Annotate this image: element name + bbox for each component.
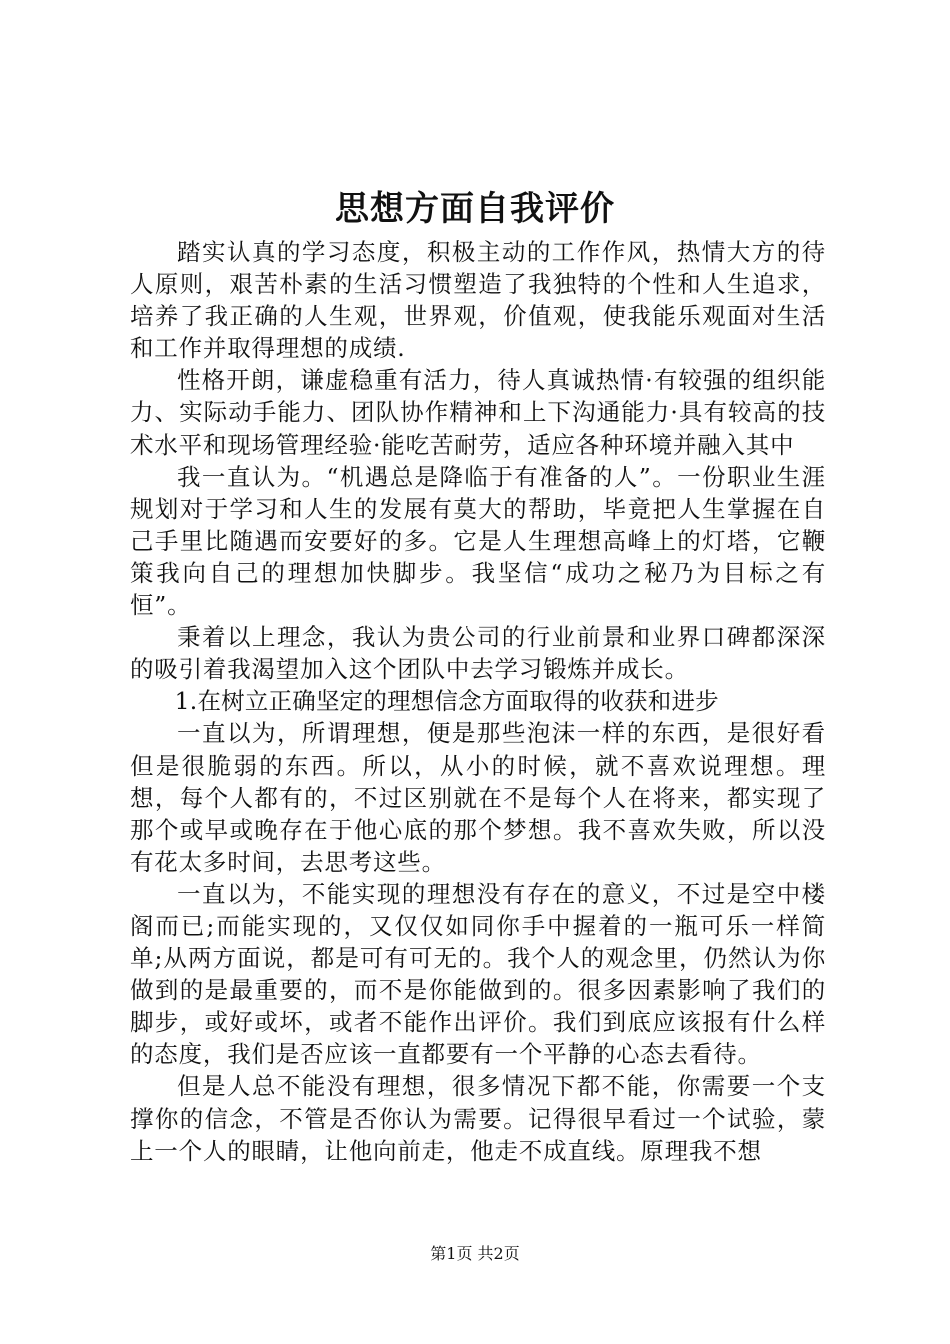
paragraph-ideals-fragile: 一直以为，所谓理想，便是那些泡沫一样的东西，是很好看但是很脆弱的东西。所以，从小的时候，就不喜欢说理想。理想，每个人都有的，不过区别就在不是每个人在将来，都实现了那个或早或晚存在于他心底的那个梦想。我不喜欢失败，所以没有花太多时间，去思考这些。 (130, 719, 826, 876)
document-title: 思想方面自我评价 (335, 189, 615, 229)
page-number-footer: 第1页 共2页 (430, 1244, 520, 1263)
paragraph-ideals-support: 但是人总不能没有理想，很多情况下都不能，你需要一个支撑你的信念，不管是否你认为需要。记得很早看过一个试验，蒙上一个人的眼睛，让他向前走，他走不成直线。原理我不想 (130, 1072, 826, 1165)
document-body (130, 236, 826, 1167)
paragraph-attitude: 踏实认真的学习态度，积极主动的工作作风，热情大方的待人原则，艰苦朴素的生活习惯塑造了我独特的个性和人生追求，培养了我正确的人生观，世界观，价值观，使我能乐观面对生活和工作并取得理想的成绩. (130, 238, 826, 363)
paragraph-ideals-meaning: 一直以为，不能实现的理想没有存在的意义，不过是空中楼阁而已;而能实现的，又仅仅如同你手中握着的一瓶可乐一样简单;从两方面说，都是可有可无的。我个人的观念里，仍然认为你做到的是最重要的，而不是你能做到的。很多因素影响了我们的脚步，或好或坏，或者不能作出评价。我们到底应该报有什么样的态度，我们是否应该一直都要有一个平静的心态去看待。 (130, 879, 826, 1069)
paragraph-company-interest: 秉着以上理念，我认为贵公司的行业前景和业界口碑都深深的吸引着我渴望加入这个团队中去学习锻炼并成长。 (130, 623, 826, 684)
paragraph-personality: 性格开朗，谦虚稳重有活力，待人真诚热情·有较强的组织能力、实际动手能力、团队协作精神和上下沟通能力·具有较高的技术水平和现场管理经验·能吃苦耐劳，适应各种环境并融入其中 (130, 366, 826, 459)
paragraph-career-planning: 我一直认为。“机遇总是降临于有准备的人”。一份职业生涯规划对于学习和人生的发展有莫大的帮助，毕竟把人生掌握在自己手里比随遇而安要好的多。它是人生理想高峰上的灯塔，它鞭策我向自己的理想加快脚步。我坚信“成功之秘乃为目标之有恒”。 (130, 462, 826, 620)
section-heading-ideals: 1.在树立正确坚定的理想信念方面取得的收获和进步 (174, 687, 719, 716)
